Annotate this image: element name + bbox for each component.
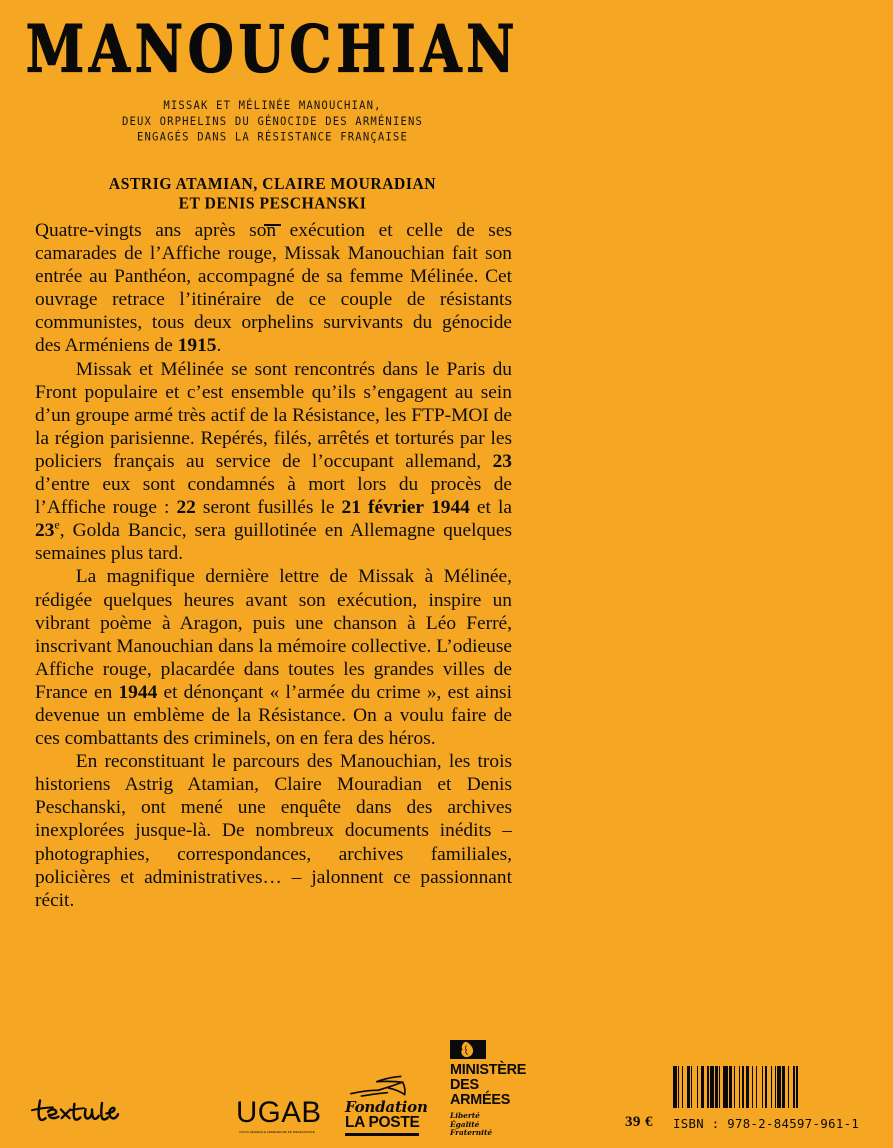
devise-egalite: Égalité xyxy=(450,1119,480,1129)
la-poste-label: LA POSTE xyxy=(345,1114,420,1131)
subtitle-line-1: MISSAK ET MÉLINÉE MANOUCHIAN, xyxy=(163,99,382,113)
author-list xyxy=(0,175,545,213)
ministere-des-armees-logo xyxy=(450,1040,540,1138)
footer xyxy=(0,1038,893,1148)
title-block xyxy=(0,10,545,226)
price-label: 39 € xyxy=(625,1114,653,1130)
barcode xyxy=(673,1066,829,1108)
ugab-logo xyxy=(236,1096,322,1134)
subtitle-line-3: ENGAGÉS DANS LA RÉSISTANCE FRANÇAISE xyxy=(136,130,408,145)
author-line-1: ASTRIG ATAMIAN, CLAIRE MOURADIAN xyxy=(108,174,437,193)
devise-liberte: Liberté xyxy=(450,1111,480,1121)
blurb-paragraph: Quatre-vingts ans après son exécution et celle de ses camarades de l’Affiche rouge, Missak Manouchian fait son entrée au Panthéon, accompagné de sa femme Mélinée. Cet ouvrage retrace l’itinéraire de ce couple de résistants communistes, tous deux orphelins survivants du génocide des Arméniens de 1915. xyxy=(35,220,512,357)
ugab-tagline: UNION GÉNÉRALE ARMÉNIENNE DE BIENFAISANCE xyxy=(239,1129,315,1134)
blurb-paragraph: La magnifique dernière lettre de Missak à Mélinée, rédigée quelques heures avant son exécution, inspire un vibrant poème à Aragon, puis une chanson à Léo Ferré, inscrivant Manouchian dans la mémoire collective. L’odieuse Affiche rouge, placardée dans toutes les grandes villes de France en 1944 et dénonçant « l’armée du crime », est ainsi devenue un emblème de la Résistance. On a voulu faire de ces combattants des criminels, on en fera des héros. xyxy=(35,566,512,750)
ugab-wordmark: UGAB xyxy=(236,1096,322,1130)
subtitle xyxy=(0,98,545,146)
textuel-logo xyxy=(28,1092,120,1130)
subtitle-line-2: DEUX ORPHELINS DU GÉNOCIDE DES ARMÉNIENS xyxy=(121,115,424,129)
ministere-line-1: MINISTÈRE xyxy=(450,1062,527,1079)
devise-fraternite: Fraternité xyxy=(450,1128,493,1138)
fondation-la-poste-logo xyxy=(345,1073,428,1136)
page-title: MANOUCHIAN xyxy=(25,10,520,87)
ministere-line-2: DES ARMÉES xyxy=(450,1077,511,1109)
paper-plane-icon xyxy=(347,1073,419,1099)
devise xyxy=(450,1112,540,1138)
la-poste-underline xyxy=(345,1133,419,1136)
author-line-2: ET DENIS PESCHANSKI xyxy=(178,193,367,212)
fondation-label: Fondation xyxy=(345,1098,428,1116)
blurb-text xyxy=(35,219,512,912)
blurb-paragraph: Missak et Mélinée se sont rencontrés dans le Paris du Front populaire et c’est ensemble qu’ils s’engagent au sein d’un groupe armé très actif de la Résistance, les FTP-MOI de la région parisienne. Repérés, filés, arrêtés et torturés par les policiers français au service de l’occupant allemand, 23 d’entre eux sont condamnés à mort lors du procès de l’Affiche rouge : 22 seront fusillés le 21 février 1944 et la 23e, Golda Bancic, sera guillotinée en Allemagne quelques semaines plus tard. xyxy=(35,358,512,565)
isbn-label: ISBN : 978-2-84597-961-1 xyxy=(673,1117,860,1131)
marianne-icon xyxy=(450,1040,486,1059)
blurb-paragraph: En reconstituant le parcours des Manouchian, les trois historiens Astrig Atamian, Claire Mouradian et Denis Peschanski, ont mené une enquête dans des archives inexplorées jusque-là. De nombreux documents inédits – photographies, correspondances, archives familiales, policières et administratives… – jalonnent ce passionnant récit. xyxy=(35,751,512,911)
